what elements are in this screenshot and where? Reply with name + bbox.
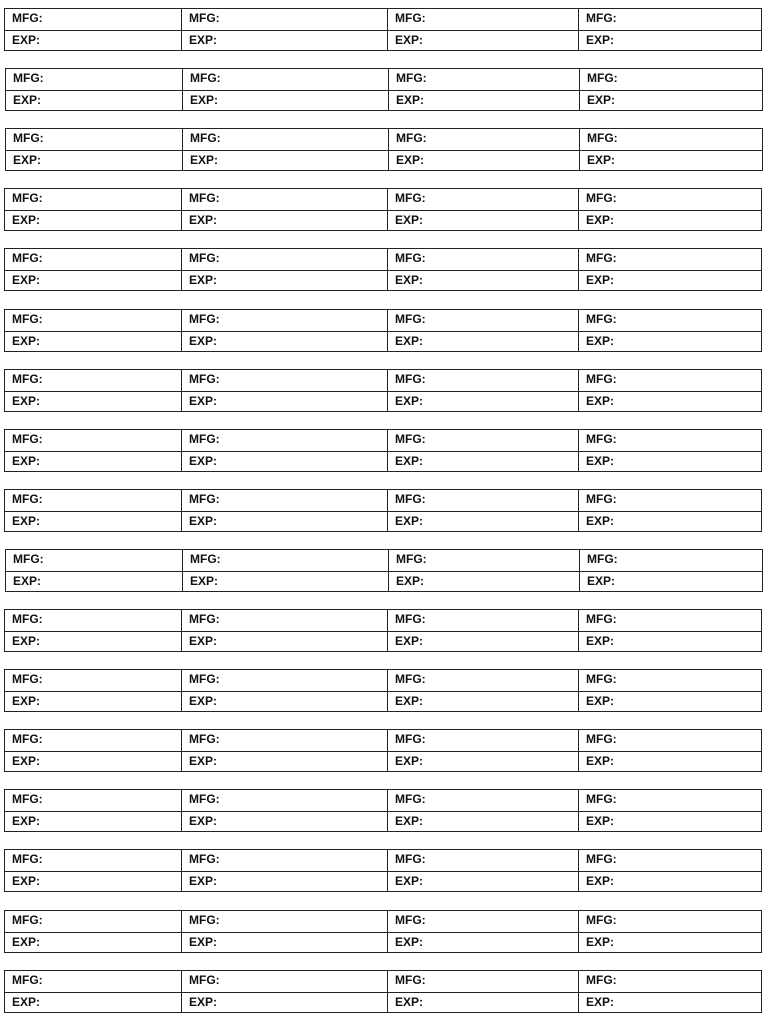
exp-label: EXP:	[395, 213, 424, 227]
label-cell	[182, 430, 388, 471]
exp-label: EXP:	[395, 33, 424, 47]
exp-label: EXP:	[13, 153, 42, 167]
mfg-label: MFG:	[12, 973, 43, 987]
mfg-label: MFG:	[587, 131, 618, 145]
exp-label: EXP:	[586, 213, 615, 227]
label-cell	[182, 370, 388, 411]
exp-label: EXP:	[12, 995, 41, 1009]
label-row	[4, 669, 762, 712]
exp-label: EXP:	[395, 273, 424, 287]
exp-label: EXP:	[12, 634, 41, 648]
label-cell	[6, 69, 183, 110]
exp-label: EXP:	[587, 574, 616, 588]
mfg-label: MFG:	[396, 71, 427, 85]
label-row	[4, 369, 762, 412]
label-row	[5, 549, 763, 592]
mfg-label: MFG:	[189, 312, 220, 326]
mfg-label: MFG:	[395, 612, 426, 626]
exp-label: EXP:	[189, 634, 218, 648]
mfg-label: MFG:	[395, 792, 426, 806]
mfg-label: MFG:	[13, 552, 44, 566]
exp-label: EXP:	[12, 454, 41, 468]
label-row	[4, 248, 762, 291]
label-cell	[580, 69, 762, 110]
label-cell	[182, 249, 388, 290]
label-cell	[5, 249, 182, 290]
exp-label: EXP:	[189, 514, 218, 528]
exp-label: EXP:	[12, 874, 41, 888]
mfg-label: MFG:	[12, 11, 43, 25]
exp-label: EXP:	[12, 33, 41, 47]
mfg-label: MFG:	[586, 732, 617, 746]
label-cell	[182, 971, 388, 1012]
label-row	[4, 789, 762, 832]
mfg-label: MFG:	[586, 852, 617, 866]
exp-label: EXP:	[586, 454, 615, 468]
label-cell	[5, 730, 182, 771]
mfg-label: MFG:	[586, 432, 617, 446]
label-cell	[388, 9, 579, 50]
label-cell	[5, 790, 182, 831]
exp-label: EXP:	[12, 273, 41, 287]
mfg-label: MFG:	[190, 71, 221, 85]
mfg-label: MFG:	[190, 131, 221, 145]
label-cell	[182, 911, 388, 952]
label-cell	[182, 610, 388, 651]
label-cell	[182, 490, 388, 531]
mfg-label: MFG:	[586, 672, 617, 686]
mfg-label: MFG:	[189, 973, 220, 987]
mfg-label: MFG:	[395, 732, 426, 746]
exp-label: EXP:	[587, 153, 616, 167]
label-cell	[183, 550, 389, 591]
exp-label: EXP:	[12, 754, 41, 768]
label-cell	[579, 790, 761, 831]
exp-label: EXP:	[395, 694, 424, 708]
exp-label: EXP:	[190, 93, 219, 107]
mfg-label: MFG:	[12, 672, 43, 686]
mfg-label: MFG:	[189, 11, 220, 25]
mfg-label: MFG:	[189, 191, 220, 205]
label-row	[4, 910, 762, 953]
mfg-label: MFG:	[395, 191, 426, 205]
mfg-label: MFG:	[189, 852, 220, 866]
exp-label: EXP:	[189, 334, 218, 348]
label-cell	[5, 670, 182, 711]
exp-label: EXP:	[586, 995, 615, 1009]
label-cell	[579, 310, 761, 351]
exp-label: EXP:	[586, 394, 615, 408]
exp-label: EXP:	[395, 935, 424, 949]
exp-label: EXP:	[587, 93, 616, 107]
label-cell	[388, 971, 579, 1012]
exp-label: EXP:	[395, 874, 424, 888]
label-cell	[579, 249, 761, 290]
exp-label: EXP:	[586, 334, 615, 348]
exp-label: EXP:	[12, 694, 41, 708]
label-cell	[580, 129, 762, 170]
exp-label: EXP:	[12, 814, 41, 828]
exp-label: EXP:	[189, 213, 218, 227]
mfg-label: MFG:	[587, 71, 618, 85]
exp-label: EXP:	[190, 153, 219, 167]
exp-label: EXP:	[190, 574, 219, 588]
mfg-label: MFG:	[12, 852, 43, 866]
mfg-label: MFG:	[395, 973, 426, 987]
label-row	[4, 8, 762, 51]
label-cell	[182, 850, 388, 891]
exp-label: EXP:	[396, 574, 425, 588]
label-cell	[182, 189, 388, 230]
label-cell	[388, 490, 579, 531]
label-cell	[580, 550, 762, 591]
mfg-label: MFG:	[12, 432, 43, 446]
mfg-label: MFG:	[395, 372, 426, 386]
label-cell	[388, 730, 579, 771]
label-cell	[579, 971, 761, 1012]
mfg-label: MFG:	[12, 312, 43, 326]
exp-label: EXP:	[586, 814, 615, 828]
exp-label: EXP:	[586, 634, 615, 648]
label-row	[4, 970, 762, 1013]
label-cell	[5, 9, 182, 50]
exp-label: EXP:	[13, 93, 42, 107]
label-cell	[182, 9, 388, 50]
exp-label: EXP:	[586, 874, 615, 888]
label-cell	[5, 490, 182, 531]
exp-label: EXP:	[189, 814, 218, 828]
label-cell	[5, 189, 182, 230]
exp-label: EXP:	[189, 995, 218, 1009]
mfg-label: MFG:	[12, 251, 43, 265]
exp-label: EXP:	[586, 935, 615, 949]
mfg-label: MFG:	[395, 913, 426, 927]
mfg-label: MFG:	[13, 131, 44, 145]
mfg-label: MFG:	[395, 11, 426, 25]
label-cell	[389, 69, 580, 110]
exp-label: EXP:	[395, 814, 424, 828]
label-cell	[182, 730, 388, 771]
mfg-label: MFG:	[189, 792, 220, 806]
exp-label: EXP:	[189, 454, 218, 468]
mfg-label: MFG:	[586, 372, 617, 386]
label-cell	[5, 370, 182, 411]
mfg-label: MFG:	[586, 492, 617, 506]
label-cell	[182, 310, 388, 351]
label-cell	[579, 490, 761, 531]
mfg-label: MFG:	[586, 312, 617, 326]
exp-label: EXP:	[395, 754, 424, 768]
exp-label: EXP:	[586, 33, 615, 47]
mfg-label: MFG:	[189, 913, 220, 927]
exp-label: EXP:	[395, 995, 424, 1009]
mfg-label: MFG:	[586, 612, 617, 626]
mfg-label: MFG:	[586, 792, 617, 806]
mfg-label: MFG:	[12, 612, 43, 626]
mfg-label: MFG:	[395, 492, 426, 506]
mfg-label: MFG:	[586, 11, 617, 25]
label-cell	[579, 189, 761, 230]
label-cell	[6, 129, 183, 170]
label-row	[4, 849, 762, 892]
exp-label: EXP:	[13, 574, 42, 588]
exp-label: EXP:	[396, 93, 425, 107]
label-cell	[579, 370, 761, 411]
mfg-label: MFG:	[12, 913, 43, 927]
exp-label: EXP:	[189, 935, 218, 949]
mfg-label: MFG:	[586, 251, 617, 265]
mfg-label: MFG:	[12, 191, 43, 205]
exp-label: EXP:	[189, 754, 218, 768]
mfg-label: MFG:	[395, 312, 426, 326]
mfg-label: MFG:	[12, 492, 43, 506]
exp-label: EXP:	[586, 694, 615, 708]
label-cell	[5, 430, 182, 471]
mfg-label: MFG:	[189, 672, 220, 686]
label-cell	[579, 730, 761, 771]
label-cell	[5, 610, 182, 651]
exp-label: EXP:	[396, 153, 425, 167]
exp-label: EXP:	[395, 634, 424, 648]
exp-label: EXP:	[586, 514, 615, 528]
exp-label: EXP:	[395, 394, 424, 408]
mfg-label: MFG:	[395, 852, 426, 866]
label-cell	[389, 129, 580, 170]
label-cell	[388, 610, 579, 651]
label-cell	[183, 69, 389, 110]
mfg-label: MFG:	[189, 612, 220, 626]
exp-label: EXP:	[395, 334, 424, 348]
exp-label: EXP:	[189, 33, 218, 47]
label-row	[4, 188, 762, 231]
label-cell	[388, 189, 579, 230]
exp-label: EXP:	[586, 754, 615, 768]
mfg-label: MFG:	[12, 792, 43, 806]
label-cell	[389, 550, 580, 591]
mfg-label: MFG:	[396, 131, 427, 145]
exp-label: EXP:	[12, 394, 41, 408]
exp-label: EXP:	[189, 394, 218, 408]
mfg-label: MFG:	[189, 372, 220, 386]
exp-label: EXP:	[189, 874, 218, 888]
mfg-label: MFG:	[189, 732, 220, 746]
label-cell	[6, 550, 183, 591]
exp-label: EXP:	[12, 334, 41, 348]
label-cell	[388, 249, 579, 290]
label-cell	[579, 610, 761, 651]
label-cell	[388, 370, 579, 411]
label-row	[4, 609, 762, 652]
label-cell	[5, 971, 182, 1012]
label-cell	[388, 790, 579, 831]
label-cell	[579, 9, 761, 50]
label-cell	[183, 129, 389, 170]
label-cell	[579, 911, 761, 952]
mfg-label: MFG:	[587, 552, 618, 566]
mfg-label: MFG:	[395, 672, 426, 686]
mfg-label: MFG:	[586, 913, 617, 927]
label-row	[4, 429, 762, 472]
label-row	[4, 309, 762, 352]
label-cell	[388, 310, 579, 351]
mfg-label: MFG:	[189, 251, 220, 265]
exp-label: EXP:	[395, 514, 424, 528]
label-cell	[5, 850, 182, 891]
label-cell	[388, 911, 579, 952]
label-row	[5, 68, 763, 111]
exp-label: EXP:	[12, 935, 41, 949]
label-row	[4, 489, 762, 532]
label-row	[4, 729, 762, 772]
mfg-label: MFG:	[189, 432, 220, 446]
label-row	[5, 128, 763, 171]
mfg-label: MFG:	[13, 71, 44, 85]
label-cell	[182, 670, 388, 711]
label-cell	[579, 850, 761, 891]
exp-label: EXP:	[12, 514, 41, 528]
mfg-label: MFG:	[586, 191, 617, 205]
exp-label: EXP:	[189, 694, 218, 708]
label-cell	[388, 670, 579, 711]
mfg-label: MFG:	[396, 552, 427, 566]
label-cell	[388, 430, 579, 471]
exp-label: EXP:	[586, 273, 615, 287]
mfg-label: MFG:	[189, 492, 220, 506]
label-cell	[5, 310, 182, 351]
mfg-label: MFG:	[12, 372, 43, 386]
label-cell	[182, 790, 388, 831]
mfg-label: MFG:	[586, 973, 617, 987]
exp-label: EXP:	[395, 454, 424, 468]
label-cell	[388, 850, 579, 891]
label-cell	[5, 911, 182, 952]
mfg-label: MFG:	[190, 552, 221, 566]
mfg-label: MFG:	[395, 251, 426, 265]
mfg-label: MFG:	[395, 432, 426, 446]
label-cell	[579, 430, 761, 471]
exp-label: EXP:	[12, 213, 41, 227]
mfg-label: MFG:	[12, 732, 43, 746]
exp-label: EXP:	[189, 273, 218, 287]
label-cell	[579, 670, 761, 711]
